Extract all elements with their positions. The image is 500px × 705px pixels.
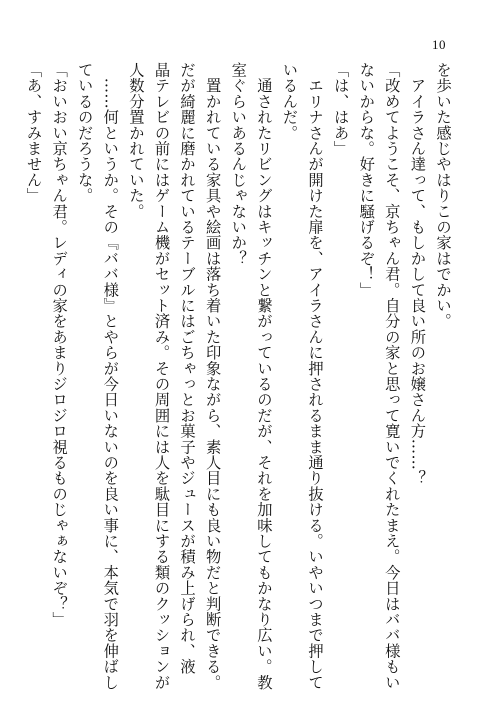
- text-line: いるんだ。: [280, 62, 299, 141]
- text-line: を歩いた感じやはりこの家はでかい。: [434, 62, 452, 329]
- text-line: 「改めてようこそ、京ちゃん君。自分の家と思って寛いでくれたまえ。今日はババ様もい: [382, 62, 401, 690]
- text-line: エリナさんが開けた扉を、アイラさんに押されるまま通り抜ける。いやいつまで押して: [306, 77, 325, 691]
- text-line: 室ぐらいあるんじゃないか？: [229, 62, 248, 267]
- text-line: ないからな。好きに騒げるぞ！」: [357, 62, 376, 298]
- text-line: 「あ、すみません」: [24, 62, 43, 204]
- text-line: 通されたリビングはキッチンと繋がっているのだが、それを加味してもかなり広い。教: [254, 77, 273, 691]
- text-line: アイラさん達って、もしかして良い所のお嬢さん方……？: [408, 77, 427, 486]
- text-line: 置かれている家具や絵画は落ち着いた印象ながら、素人目にも良い物だと判断できる。: [203, 77, 222, 691]
- page-number: 10: [432, 37, 446, 52]
- text-line: 人数分置かれていた。: [126, 62, 145, 219]
- text-line: ているのだろうな。: [75, 62, 94, 204]
- text-line: 「おいおい京ちゃん君。レディの家をあまりジロジロ視るものじゃぁないぞ？」: [50, 62, 69, 628]
- vertical-text-body: [24, 62, 455, 691]
- text-line: ……何というか。その『ババ様』とやらが今日いないのを良い事に、本気で羽を伸ばし: [101, 77, 120, 690]
- text-line: だが綺麗に磨かれているテーブルにはごちゃっとお菓子やジュースが積み上げられ、液: [178, 62, 197, 675]
- text-line: 「は、はあ」: [331, 62, 350, 157]
- text-line: 晶テレビの前にはゲーム機がセット済み。その周囲には人を駄目にする類のクッションが: [152, 62, 171, 690]
